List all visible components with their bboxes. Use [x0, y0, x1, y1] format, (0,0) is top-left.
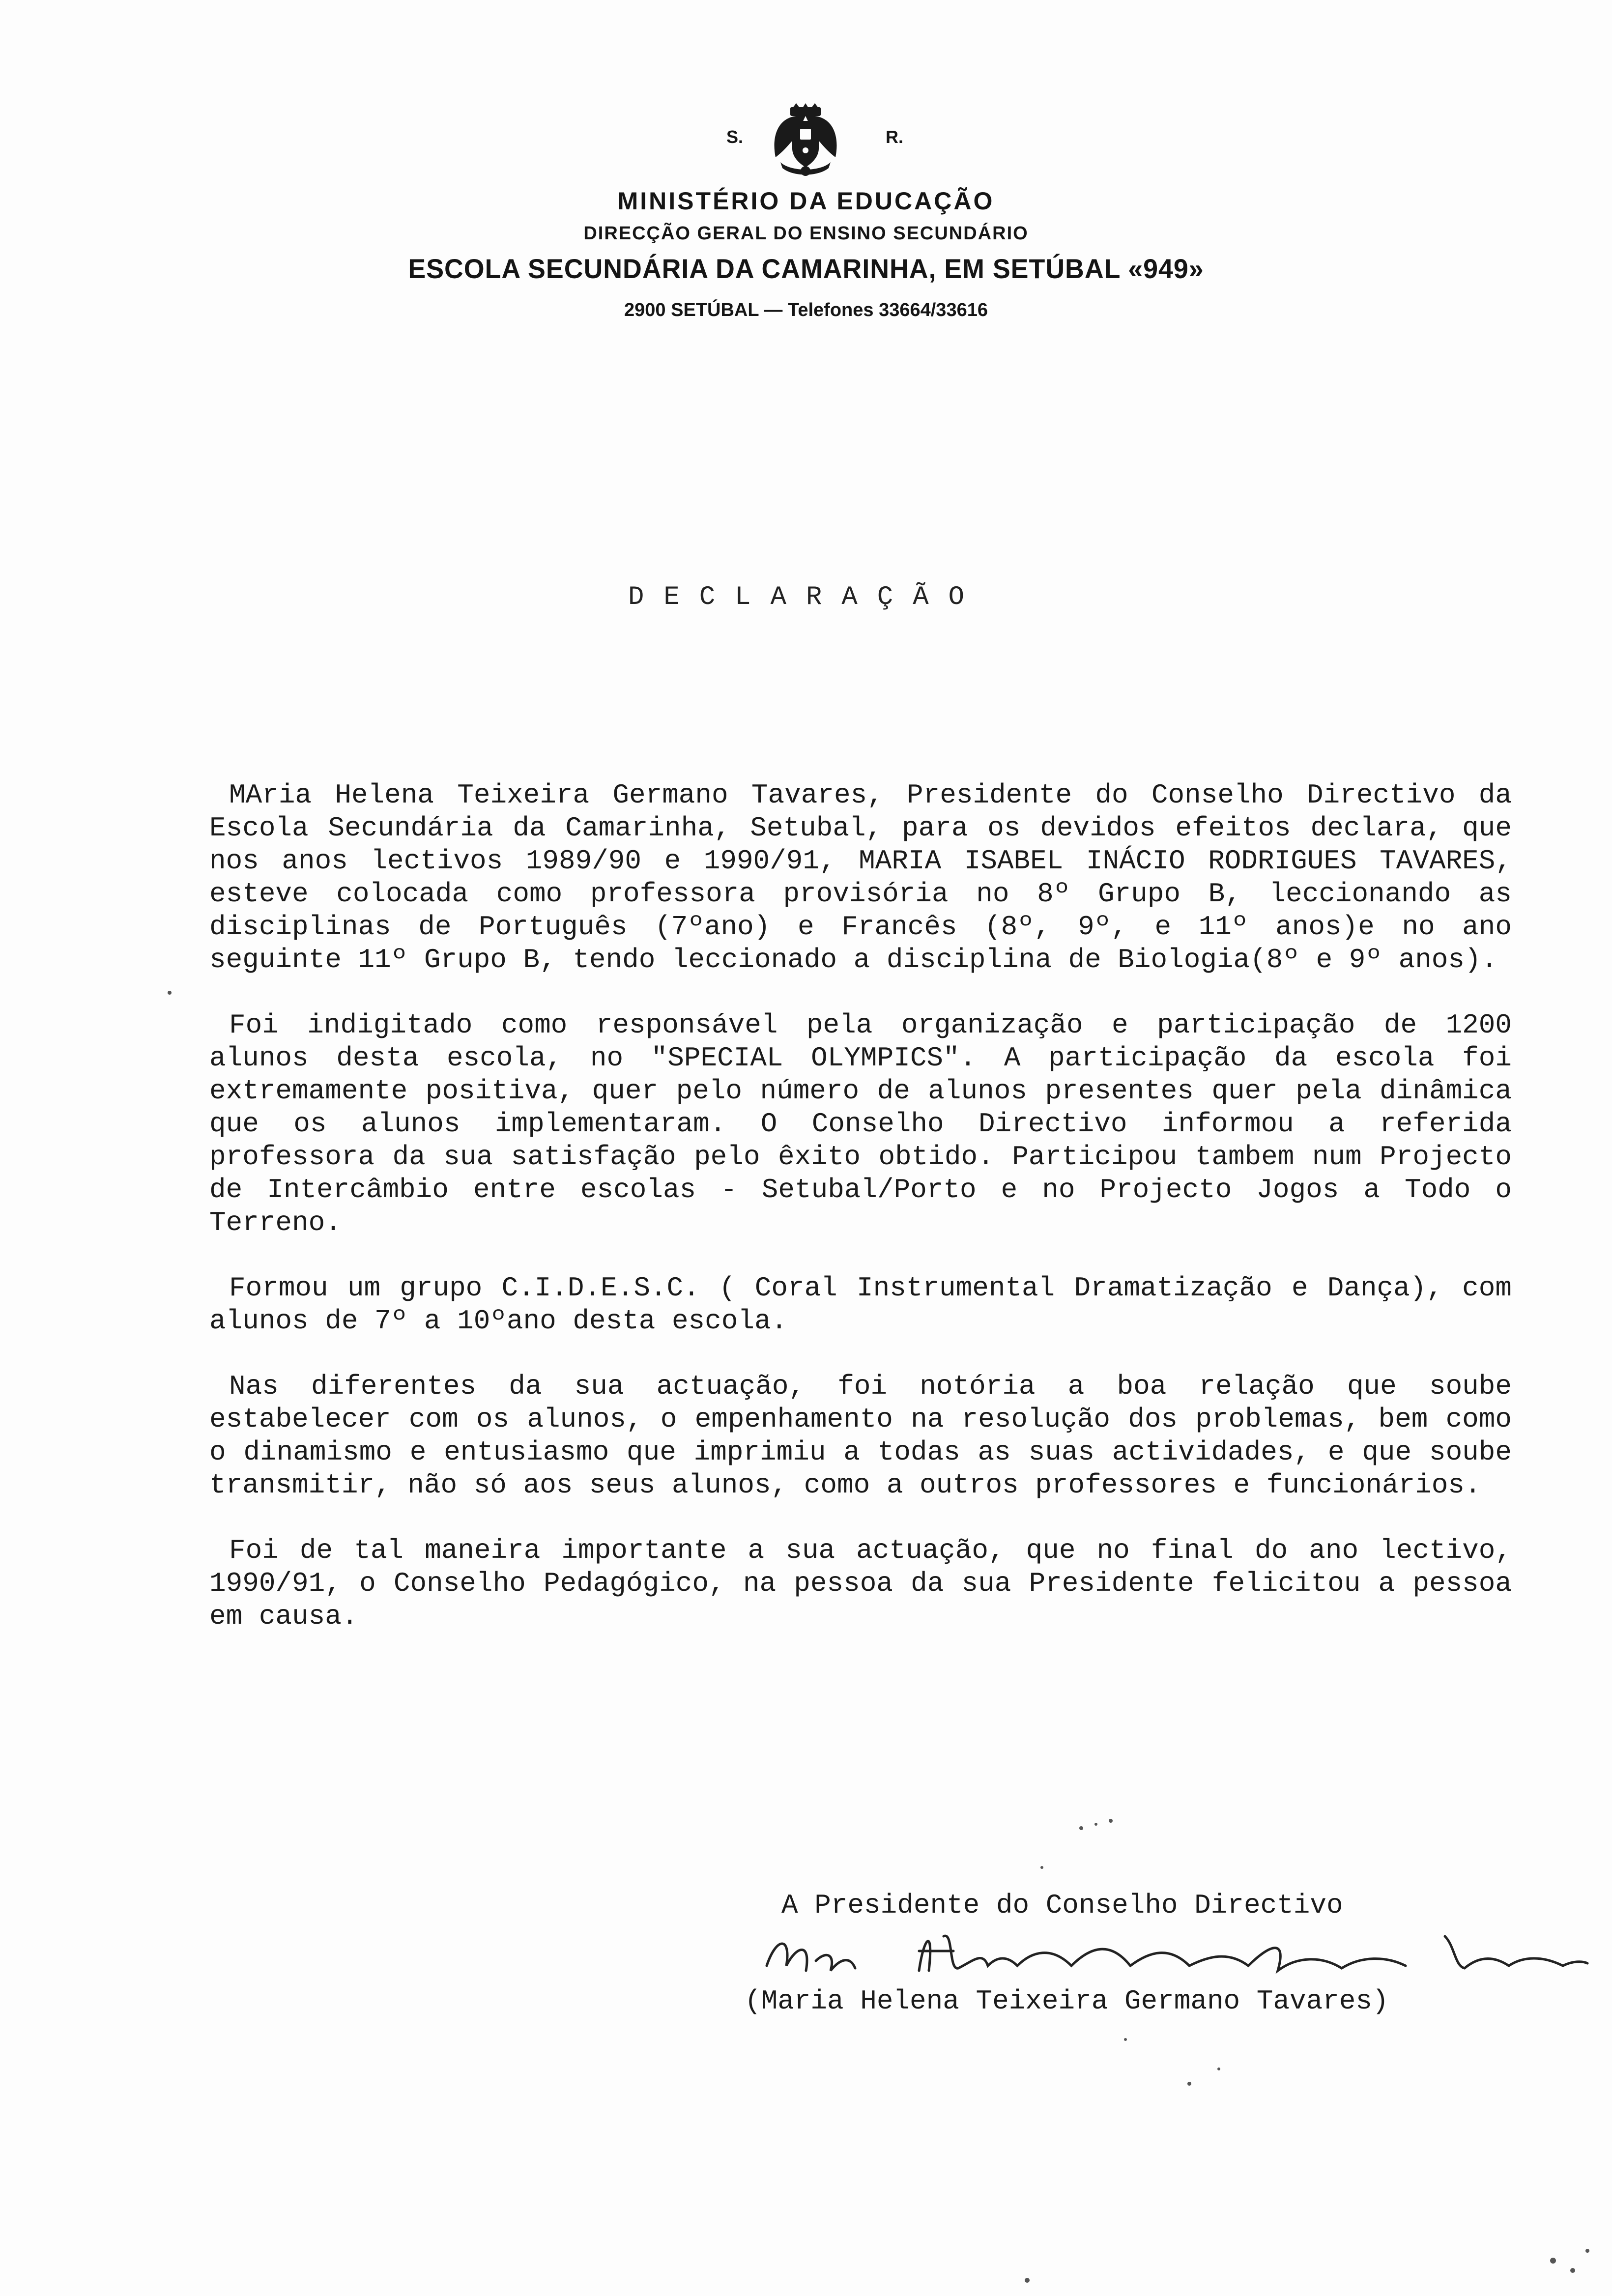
- ministry-heading: MINISTÉRIO DA EDUCAÇÃO: [617, 187, 995, 215]
- school-heading: ESCOLA SECUNDÁRIA DA CAMARINHA, EM SETÚBAL «949»: [408, 253, 1204, 284]
- paragraph-congratulation: Foi de tal maneira importante a sua actuação, que no final do ano lectivo, 1990/91, o Conselho Pedagógico, na pessoa da sua Presidente felicitou a pessoa em causa.: [209, 1535, 1512, 1632]
- direction-heading: DIRECÇÃO GERAL DO ENSINO SECUNDÁRIO: [583, 223, 1029, 244]
- crest-row: [0, 103, 1612, 182]
- declaration-body: [209, 779, 1512, 1665]
- document-title: DECLARAÇÃO: [628, 582, 984, 612]
- paragraph-special-olympics: Foi indigitado como responsável pela organização e participação de 1200 alunos desta escola, no "SPECIAL OLYMPICS". A participação da escola foi extremamente positiva, quer pelo número de alunos presentes quer pela dinâmica que os alunos implementaram. O Conselho Directivo informou a referida professora da sua satisfação pelo êxito obtido. Participou tambem num Projecto de Intercâmbio entre escolas - Setubal/Porto e no Projecto Jogos a Todo o Terreno.: [209, 1009, 1512, 1238]
- paragraph-performance: Nas diferentes da sua actuação, foi notória a boa relação que soube estabelecer com os alunos, o empenhamento na resolução dos problemas, bem como o dinamismo e entusiasmo que imprimiu a todas as suas actividades, e que soube transmitir, não só aos seus alunos, como a outros professores e funcionários.: [209, 1371, 1512, 1501]
- crest-left-initial: S.: [726, 127, 744, 147]
- paragraph-cidesc: Formou um grupo C.I.D.E.S.C. ( Coral Instrumental Dramatização e Dança), com alunos de 7º a 10ºano desta escola.: [209, 1272, 1512, 1337]
- signatory-title: A Presidente do Conselho Directivo: [781, 1890, 1343, 1921]
- letterhead: [0, 103, 1612, 329]
- coat-of-arms-icon: [771, 103, 840, 177]
- school-address: 2900 SETÚBAL — Telefones 33664/33616: [624, 300, 988, 320]
- handwritten-signature: [757, 1917, 1592, 1990]
- paragraph-intro: MAria Helena Teixeira Germano Tavares, Presidente do Conselho Directivo da Escola Secundária da Camarinha, Setubal, para os devidos efeitos declara, que nos anos lectivos 1989/90 e 1990/91, MARIA ISABEL INÁCIO RODRIGUES TAVARES, esteve colocada como professora provisória no 8º Grupo B, leccionando as disciplinas de Português (7ºano) e Francês (8º, 9º, e 11º anos)e no ano seguinte 11º Grupo B, tendo leccionado a disciplina de Biologia(8º e 9º anos).: [209, 779, 1512, 976]
- crest-right-initial: R.: [886, 127, 903, 147]
- signatory-printed-name: (Maria Helena Teixeira Germano Tavares): [745, 1985, 1389, 2017]
